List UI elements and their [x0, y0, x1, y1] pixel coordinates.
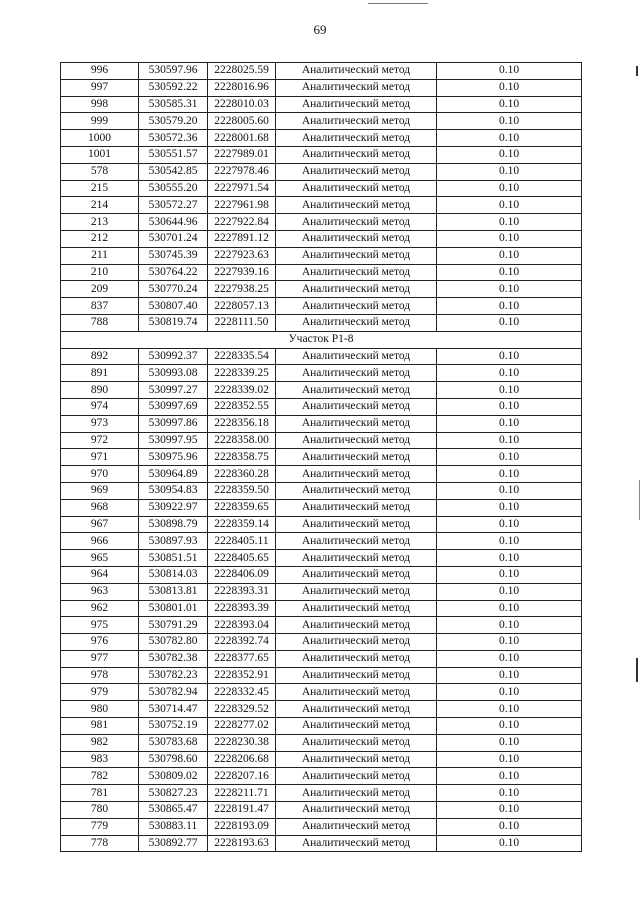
y-coordinate-cell: 2227971.54 [208, 180, 276, 197]
x-coordinate-cell: 530579.20 [139, 113, 208, 130]
x-coordinate-cell: 530997.86 [139, 415, 208, 432]
point-number-cell: 210 [61, 264, 139, 281]
point-number-cell: 970 [61, 466, 139, 483]
method-cell: Аналитический метод [276, 146, 437, 163]
y-coordinate-cell: 2228001.68 [208, 130, 276, 147]
x-coordinate-cell: 530791.29 [139, 617, 208, 634]
point-number-cell: 778 [61, 835, 139, 852]
section-header-row [61, 331, 582, 348]
method-cell: Аналитический метод [276, 415, 437, 432]
y-coordinate-cell: 2228393.31 [208, 583, 276, 600]
table-row [61, 566, 582, 583]
point-number-cell: 996 [61, 63, 139, 80]
y-coordinate-cell: 2228360.28 [208, 466, 276, 483]
x-coordinate-cell: 530714.47 [139, 701, 208, 718]
accuracy-cell: 0.10 [437, 650, 582, 667]
accuracy-cell: 0.10 [437, 701, 582, 718]
table-row [61, 96, 582, 113]
x-coordinate-cell: 530819.74 [139, 314, 208, 331]
x-coordinate-cell: 530783.68 [139, 734, 208, 751]
accuracy-cell: 0.10 [437, 466, 582, 483]
method-cell: Аналитический метод [276, 785, 437, 802]
point-number-cell: 981 [61, 718, 139, 735]
point-number-cell: 788 [61, 314, 139, 331]
x-coordinate-cell: 530851.51 [139, 550, 208, 567]
x-coordinate-cell: 530798.60 [139, 751, 208, 768]
point-number-cell: 979 [61, 684, 139, 701]
table-row [61, 701, 582, 718]
y-coordinate-cell: 2228358.00 [208, 432, 276, 449]
point-number-cell: 211 [61, 247, 139, 264]
edge-mark-bottom [636, 658, 638, 682]
point-number-cell: 779 [61, 818, 139, 835]
point-number-cell: 980 [61, 701, 139, 718]
method-cell: Аналитический метод [276, 701, 437, 718]
point-number-cell: 212 [61, 230, 139, 247]
x-coordinate-cell: 530992.37 [139, 348, 208, 365]
x-coordinate-cell: 530997.27 [139, 382, 208, 399]
accuracy-cell: 0.10 [437, 583, 582, 600]
table-row [61, 415, 582, 432]
accuracy-cell: 0.10 [437, 600, 582, 617]
table-row [61, 650, 582, 667]
table-row [61, 734, 582, 751]
y-coordinate-cell: 2228207.16 [208, 768, 276, 785]
x-coordinate-cell: 530782.38 [139, 650, 208, 667]
x-coordinate-cell: 530922.97 [139, 499, 208, 516]
accuracy-cell: 0.10 [437, 214, 582, 231]
method-cell: Аналитический метод [276, 734, 437, 751]
y-coordinate-cell: 2227961.98 [208, 197, 276, 214]
y-coordinate-cell: 2228111.50 [208, 314, 276, 331]
section-title: Участок Р1-8 [61, 331, 582, 348]
x-coordinate-cell: 530770.24 [139, 281, 208, 298]
table-row [61, 550, 582, 567]
method-cell: Аналитический метод [276, 583, 437, 600]
accuracy-cell: 0.10 [437, 667, 582, 684]
point-number-cell: 1001 [61, 146, 139, 163]
x-coordinate-cell: 530572.27 [139, 197, 208, 214]
top-rule [368, 3, 428, 4]
method-cell: Аналитический метод [276, 751, 437, 768]
point-number-cell: 213 [61, 214, 139, 231]
method-cell: Аналитический метод [276, 230, 437, 247]
method-cell: Аналитический метод [276, 214, 437, 231]
x-coordinate-cell: 530555.20 [139, 180, 208, 197]
method-cell: Аналитический метод [276, 314, 437, 331]
accuracy-cell: 0.10 [437, 79, 582, 96]
x-coordinate-cell: 530898.79 [139, 516, 208, 533]
method-cell: Аналитический метод [276, 264, 437, 281]
x-coordinate-cell: 530745.39 [139, 247, 208, 264]
y-coordinate-cell: 2228358.75 [208, 449, 276, 466]
x-coordinate-cell: 530814.03 [139, 566, 208, 583]
table-row [61, 718, 582, 735]
method-cell: Аналитический метод [276, 718, 437, 735]
x-coordinate-cell: 530827.23 [139, 785, 208, 802]
x-coordinate-cell: 530809.02 [139, 768, 208, 785]
method-cell: Аналитический метод [276, 533, 437, 550]
method-cell: Аналитический метод [276, 382, 437, 399]
table-row [61, 146, 582, 163]
point-number-cell: 969 [61, 482, 139, 499]
table-row [61, 617, 582, 634]
edge-mark-top [636, 66, 638, 76]
method-cell: Аналитический метод [276, 835, 437, 852]
accuracy-cell: 0.10 [437, 533, 582, 550]
method-cell: Аналитический метод [276, 247, 437, 264]
accuracy-cell: 0.10 [437, 835, 582, 852]
accuracy-cell: 0.10 [437, 130, 582, 147]
table-row [61, 634, 582, 651]
method-cell: Аналитический метод [276, 449, 437, 466]
point-number-cell: 973 [61, 415, 139, 432]
point-number-cell: 997 [61, 79, 139, 96]
table-row [61, 835, 582, 852]
point-number-cell: 892 [61, 348, 139, 365]
method-cell: Аналитический метод [276, 79, 437, 96]
method-cell: Аналитический метод [276, 163, 437, 180]
table-row [61, 79, 582, 96]
point-number-cell: 999 [61, 113, 139, 130]
accuracy-cell: 0.10 [437, 449, 582, 466]
method-cell: Аналитический метод [276, 566, 437, 583]
point-number-cell: 782 [61, 768, 139, 785]
accuracy-cell: 0.10 [437, 63, 582, 80]
coordinates-table [60, 62, 582, 852]
y-coordinate-cell: 2228329.52 [208, 701, 276, 718]
x-coordinate-cell: 530883.11 [139, 818, 208, 835]
accuracy-cell: 0.10 [437, 734, 582, 751]
y-coordinate-cell: 2228010.03 [208, 96, 276, 113]
method-cell: Аналитический метод [276, 617, 437, 634]
accuracy-cell: 0.10 [437, 482, 582, 499]
method-cell: Аналитический метод [276, 281, 437, 298]
point-number-cell: 1000 [61, 130, 139, 147]
y-coordinate-cell: 2227891.12 [208, 230, 276, 247]
method-cell: Аналитический метод [276, 482, 437, 499]
x-coordinate-cell: 530572.36 [139, 130, 208, 147]
x-coordinate-cell: 530975.96 [139, 449, 208, 466]
point-number-cell: 965 [61, 550, 139, 567]
table-row [61, 348, 582, 365]
accuracy-cell: 0.10 [437, 550, 582, 567]
y-coordinate-cell: 2228377.65 [208, 650, 276, 667]
y-coordinate-cell: 2228393.39 [208, 600, 276, 617]
table-row [61, 533, 582, 550]
method-cell: Аналитический метод [276, 818, 437, 835]
x-coordinate-cell: 530892.77 [139, 835, 208, 852]
method-cell: Аналитический метод [276, 63, 437, 80]
x-coordinate-cell: 530597.96 [139, 63, 208, 80]
table-row [61, 499, 582, 516]
accuracy-cell: 0.10 [437, 247, 582, 264]
accuracy-cell: 0.10 [437, 785, 582, 802]
y-coordinate-cell: 2228230.38 [208, 734, 276, 751]
point-number-cell: 963 [61, 583, 139, 600]
y-coordinate-cell: 2227923.63 [208, 247, 276, 264]
y-coordinate-cell: 2228405.65 [208, 550, 276, 567]
accuracy-cell: 0.10 [437, 298, 582, 315]
method-cell: Аналитический метод [276, 130, 437, 147]
y-coordinate-cell: 2227939.16 [208, 264, 276, 281]
table-row [61, 818, 582, 835]
y-coordinate-cell: 2228193.63 [208, 835, 276, 852]
table-row [61, 365, 582, 382]
y-coordinate-cell: 2228359.14 [208, 516, 276, 533]
x-coordinate-cell: 530585.31 [139, 96, 208, 113]
table-row [61, 180, 582, 197]
y-coordinate-cell: 2228193.09 [208, 818, 276, 835]
accuracy-cell: 0.10 [437, 432, 582, 449]
y-coordinate-cell: 2228016.96 [208, 79, 276, 96]
table-row [61, 298, 582, 315]
accuracy-cell: 0.10 [437, 382, 582, 399]
table-row [61, 113, 582, 130]
table-row [61, 684, 582, 701]
method-cell: Аналитический метод [276, 600, 437, 617]
x-coordinate-cell: 530807.40 [139, 298, 208, 315]
point-number-cell: 978 [61, 667, 139, 684]
method-cell: Аналитический метод [276, 667, 437, 684]
point-number-cell: 215 [61, 180, 139, 197]
x-coordinate-cell: 530813.81 [139, 583, 208, 600]
point-number-cell: 968 [61, 499, 139, 516]
table-row [61, 432, 582, 449]
method-cell: Аналитический метод [276, 516, 437, 533]
x-coordinate-cell: 530954.83 [139, 482, 208, 499]
accuracy-cell: 0.10 [437, 314, 582, 331]
point-number-cell: 982 [61, 734, 139, 751]
y-coordinate-cell: 2228339.25 [208, 365, 276, 382]
x-coordinate-cell: 530542.85 [139, 163, 208, 180]
method-cell: Аналитический метод [276, 684, 437, 701]
accuracy-cell: 0.10 [437, 634, 582, 651]
x-coordinate-cell: 530764.22 [139, 264, 208, 281]
accuracy-cell: 0.10 [437, 768, 582, 785]
table-row [61, 466, 582, 483]
table-row [61, 130, 582, 147]
y-coordinate-cell: 2228211.71 [208, 785, 276, 802]
accuracy-cell: 0.10 [437, 751, 582, 768]
accuracy-cell: 0.10 [437, 281, 582, 298]
y-coordinate-cell: 2228191.47 [208, 802, 276, 819]
point-number-cell: 578 [61, 163, 139, 180]
accuracy-cell: 0.10 [437, 197, 582, 214]
table-row [61, 314, 582, 331]
x-coordinate-cell: 530865.47 [139, 802, 208, 819]
point-number-cell: 214 [61, 197, 139, 214]
y-coordinate-cell: 2228352.55 [208, 398, 276, 415]
method-cell: Аналитический метод [276, 180, 437, 197]
y-coordinate-cell: 2227989.01 [208, 146, 276, 163]
table-row [61, 751, 582, 768]
y-coordinate-cell: 2228393.04 [208, 617, 276, 634]
y-coordinate-cell: 2228277.02 [208, 718, 276, 735]
y-coordinate-cell: 2228332.45 [208, 684, 276, 701]
point-number-cell: 998 [61, 96, 139, 113]
table-row [61, 516, 582, 533]
y-coordinate-cell: 2228335.54 [208, 348, 276, 365]
x-coordinate-cell: 530701.24 [139, 230, 208, 247]
point-number-cell: 890 [61, 382, 139, 399]
y-coordinate-cell: 2227922.84 [208, 214, 276, 231]
x-coordinate-cell: 530993.08 [139, 365, 208, 382]
y-coordinate-cell: 2228356.18 [208, 415, 276, 432]
x-coordinate-cell: 530897.93 [139, 533, 208, 550]
x-coordinate-cell: 530644.96 [139, 214, 208, 231]
point-number-cell: 837 [61, 298, 139, 315]
x-coordinate-cell: 530551.57 [139, 146, 208, 163]
table-row [61, 214, 582, 231]
accuracy-cell: 0.10 [437, 617, 582, 634]
table-row [61, 785, 582, 802]
accuracy-cell: 0.10 [437, 802, 582, 819]
accuracy-cell: 0.10 [437, 348, 582, 365]
table-row [61, 382, 582, 399]
method-cell: Аналитический метод [276, 432, 437, 449]
x-coordinate-cell: 530752.19 [139, 718, 208, 735]
accuracy-cell: 0.10 [437, 684, 582, 701]
y-coordinate-cell: 2228352.91 [208, 667, 276, 684]
y-coordinate-cell: 2228392.74 [208, 634, 276, 651]
point-number-cell: 971 [61, 449, 139, 466]
accuracy-cell: 0.10 [437, 264, 582, 281]
y-coordinate-cell: 2228339.02 [208, 382, 276, 399]
accuracy-cell: 0.10 [437, 163, 582, 180]
method-cell: Аналитический метод [276, 96, 437, 113]
table-row [61, 398, 582, 415]
y-coordinate-cell: 2228025.59 [208, 63, 276, 80]
point-number-cell: 975 [61, 617, 139, 634]
y-coordinate-cell: 2228405.11 [208, 533, 276, 550]
y-coordinate-cell: 2228005.60 [208, 113, 276, 130]
method-cell: Аналитический метод [276, 634, 437, 651]
point-number-cell: 977 [61, 650, 139, 667]
method-cell: Аналитический метод [276, 466, 437, 483]
method-cell: Аналитический метод [276, 348, 437, 365]
y-coordinate-cell: 2227978.46 [208, 163, 276, 180]
point-number-cell: 209 [61, 281, 139, 298]
x-coordinate-cell: 530964.89 [139, 466, 208, 483]
table-row [61, 281, 582, 298]
method-cell: Аналитический метод [276, 365, 437, 382]
accuracy-cell: 0.10 [437, 566, 582, 583]
point-number-cell: 967 [61, 516, 139, 533]
method-cell: Аналитический метод [276, 550, 437, 567]
method-cell: Аналитический метод [276, 197, 437, 214]
accuracy-cell: 0.10 [437, 146, 582, 163]
y-coordinate-cell: 2228359.65 [208, 499, 276, 516]
table-row [61, 768, 582, 785]
y-coordinate-cell: 2228406.09 [208, 566, 276, 583]
table-row [61, 583, 582, 600]
point-number-cell: 983 [61, 751, 139, 768]
y-coordinate-cell: 2228359.50 [208, 482, 276, 499]
x-coordinate-cell: 530997.95 [139, 432, 208, 449]
y-coordinate-cell: 2228057.13 [208, 298, 276, 315]
point-number-cell: 976 [61, 634, 139, 651]
accuracy-cell: 0.10 [437, 113, 582, 130]
table-row [61, 264, 582, 281]
method-cell: Аналитический метод [276, 499, 437, 516]
method-cell: Аналитический метод [276, 298, 437, 315]
accuracy-cell: 0.10 [437, 180, 582, 197]
accuracy-cell: 0.10 [437, 398, 582, 415]
coordinates-table-body [61, 63, 582, 852]
accuracy-cell: 0.10 [437, 365, 582, 382]
table-row [61, 163, 582, 180]
method-cell: Аналитический метод [276, 398, 437, 415]
x-coordinate-cell: 530592.22 [139, 79, 208, 96]
point-number-cell: 966 [61, 533, 139, 550]
table-row [61, 667, 582, 684]
table-row [61, 63, 582, 80]
accuracy-cell: 0.10 [437, 499, 582, 516]
table-row [61, 449, 582, 466]
table-row [61, 482, 582, 499]
point-number-cell: 962 [61, 600, 139, 617]
point-number-cell: 780 [61, 802, 139, 819]
table-row [61, 247, 582, 264]
x-coordinate-cell: 530782.23 [139, 667, 208, 684]
accuracy-cell: 0.10 [437, 818, 582, 835]
accuracy-cell: 0.10 [437, 516, 582, 533]
method-cell: Аналитический метод [276, 650, 437, 667]
accuracy-cell: 0.10 [437, 415, 582, 432]
y-coordinate-cell: 2227938.25 [208, 281, 276, 298]
x-coordinate-cell: 530997.69 [139, 398, 208, 415]
point-number-cell: 891 [61, 365, 139, 382]
x-coordinate-cell: 530801.01 [139, 600, 208, 617]
point-number-cell: 781 [61, 785, 139, 802]
table-row [61, 197, 582, 214]
point-number-cell: 972 [61, 432, 139, 449]
method-cell: Аналитический метод [276, 113, 437, 130]
x-coordinate-cell: 530782.80 [139, 634, 208, 651]
table-row [61, 230, 582, 247]
accuracy-cell: 0.10 [437, 230, 582, 247]
table-row [61, 802, 582, 819]
point-number-cell: 974 [61, 398, 139, 415]
page-number: 69 [313, 22, 327, 37]
x-coordinate-cell: 530782.94 [139, 684, 208, 701]
table-row [61, 600, 582, 617]
method-cell: Аналитический метод [276, 768, 437, 785]
point-number-cell: 964 [61, 566, 139, 583]
method-cell: Аналитический метод [276, 802, 437, 819]
accuracy-cell: 0.10 [437, 96, 582, 113]
accuracy-cell: 0.10 [437, 718, 582, 735]
y-coordinate-cell: 2228206.68 [208, 751, 276, 768]
